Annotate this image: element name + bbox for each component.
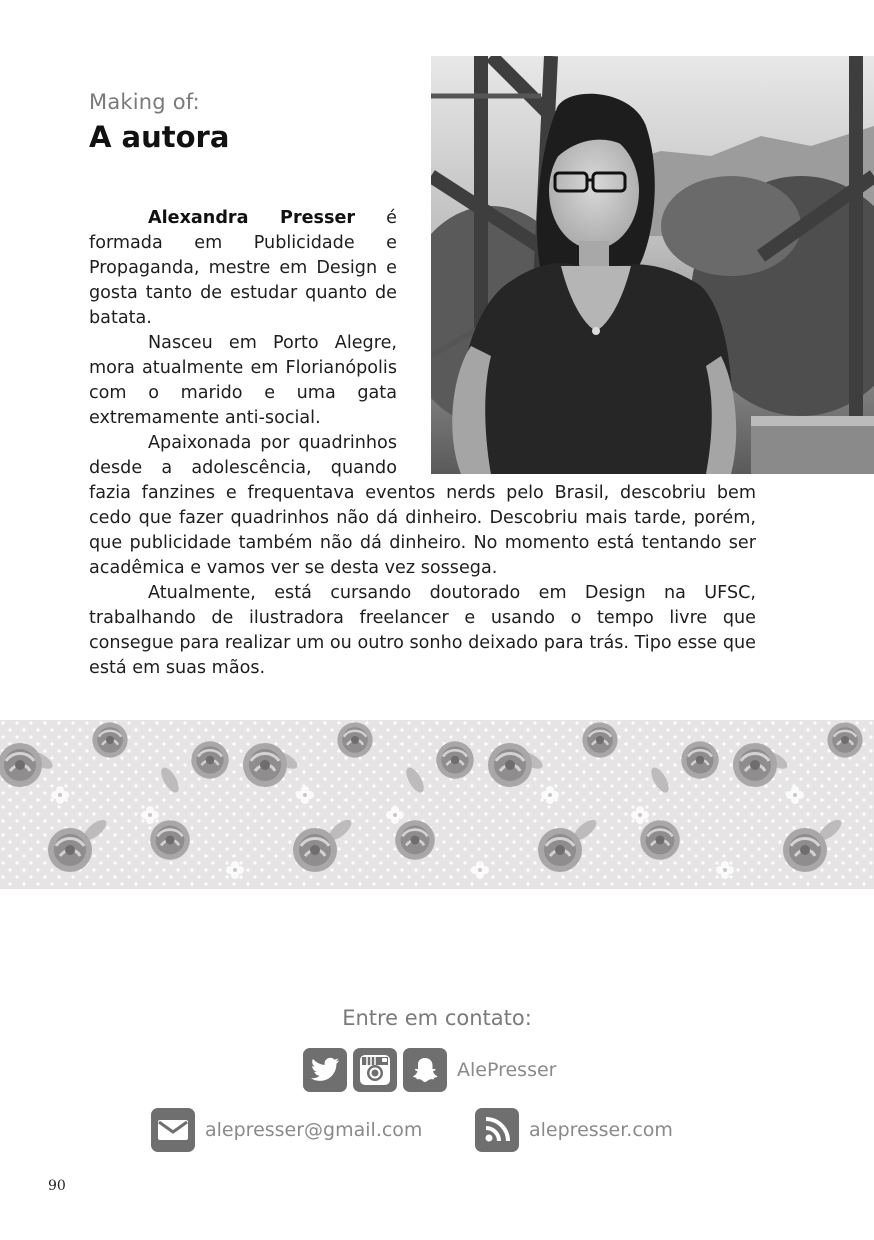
website-contact[interactable] (475, 1108, 673, 1152)
website-url[interactable]: alepresser.com (529, 1119, 673, 1141)
bio-paragraph-1-text: é formada em Publicidade e Propaganda, mestre em Design e gosta tanto de estudar quanto de batata. (89, 208, 398, 328)
social-row (303, 1047, 556, 1093)
floral-band (0, 720, 874, 889)
snapchat-icon[interactable] (403, 1048, 447, 1092)
social-handle[interactable]: AlePresser (457, 1059, 557, 1081)
twitter-icon[interactable] (303, 1048, 347, 1092)
bio-paragraph-2: Nasceu em Porto Alegre, mora atualmente em Florianópolis com o marido e uma gata extremamente anti-social. (89, 333, 397, 428)
rss-icon (475, 1108, 519, 1152)
instagram-icon[interactable] (353, 1048, 397, 1092)
mail-icon (151, 1108, 195, 1152)
section-kicker: Making of: (89, 90, 200, 114)
photo-float-spacer (411, 206, 756, 476)
page-number: 90 (48, 1178, 66, 1194)
bio-paragraph-4: Atualmente, está cursando doutorado em Design na UFSC, trabalhando de ilustradora freelancer e usando o tempo livre que consegue para realizar um ou outro sonho deixado para trás. Tipo esse que está em suas mãos. (89, 583, 756, 678)
author-bio (89, 206, 756, 681)
email-address[interactable]: alepresser@gmail.com (205, 1119, 423, 1141)
email-contact[interactable] (151, 1108, 422, 1152)
page-title: A autora (89, 120, 230, 154)
bio-paragraph-3: Apaixonada por quadrinhos desde a adolescência, quando fazia fanzines e frequentava eventos nerds pelo Brasil, descobriu bem cedo que fazer quadrinhos não dá dinheiro. Descobriu mais tarde, porém, que publicidade também não dá dinheiro. No momento está tentando ser acadêmica e vamos ver se desta vez sossega. (89, 433, 756, 578)
contact-title: Entre em contato: (342, 1006, 532, 1030)
author-name: Alexandra Presser (148, 208, 356, 228)
